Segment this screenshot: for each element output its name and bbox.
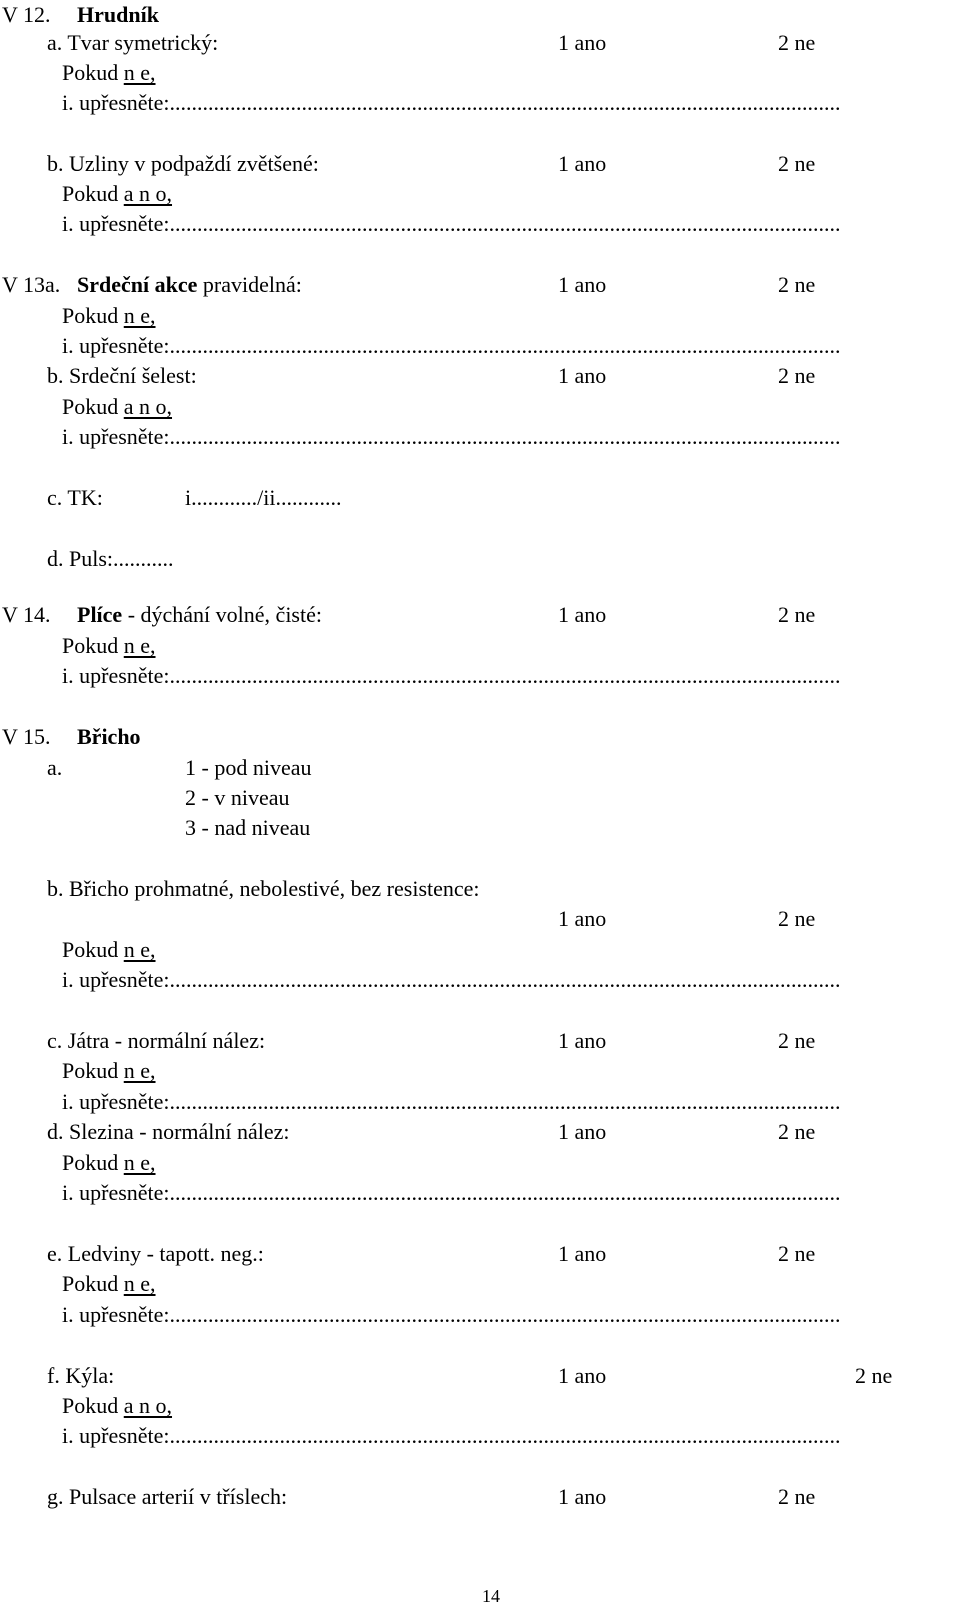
v15e-no-option[interactable]: 2 ne xyxy=(778,1241,816,1266)
pokud-label: Pokud xyxy=(62,303,119,328)
v15g-no-option[interactable]: 2 ne xyxy=(778,1484,816,1509)
v15b-specify xyxy=(0,965,960,995)
v15e-row xyxy=(0,1239,960,1269)
v15f-no-option[interactable]: 2 ne xyxy=(855,1363,893,1388)
v14-no-option[interactable]: 2 ne xyxy=(778,602,816,627)
v15e-label: e. Ledviny - tapott. neg.: xyxy=(47,1241,264,1266)
v15f-yes-option[interactable]: 1 ano xyxy=(558,1363,607,1388)
condition-word: n e, xyxy=(123,1271,156,1296)
v12a-yes-option[interactable]: 1 ano xyxy=(558,30,607,55)
v15b-yes-option[interactable]: 1 ano xyxy=(558,906,607,931)
v15d-specify-field[interactable]: i. upřesněte:.......................................................................................................................... xyxy=(62,1180,841,1205)
v15b-label: b. Břicho prohmatné, nebolestivé, bez resistence: xyxy=(47,876,480,901)
v15-heading xyxy=(0,722,960,752)
v15f-specify xyxy=(0,1421,960,1451)
v14-number: V 14. xyxy=(2,602,51,627)
v12b-condition xyxy=(0,179,960,209)
v15e-specify-field[interactable]: i. upřesněte:.......................................................................................................................... xyxy=(62,1302,841,1327)
pokud-label: Pokud xyxy=(62,633,119,658)
v12b-yes-option[interactable]: 1 ano xyxy=(558,151,607,176)
v13b-label: b. Srdeční šelest: xyxy=(47,363,197,388)
v15a-row-2 xyxy=(0,783,960,813)
v15f-specify-field[interactable]: i. upřesněte:.......................................................................................................................... xyxy=(62,1423,841,1448)
v15a-option-2[interactable]: 2 - v niveau xyxy=(185,785,290,810)
v13b-row xyxy=(0,361,960,391)
v15f-condition xyxy=(0,1391,960,1421)
blood-pressure-field[interactable]: i............/ii............ xyxy=(185,485,342,510)
v15g-label: g. Pulsace arterií v tříslech: xyxy=(47,1484,288,1509)
v15d-condition xyxy=(0,1148,960,1178)
v12-title: Hrudník xyxy=(77,2,159,27)
v13a-row xyxy=(0,270,960,300)
v13b-specify xyxy=(0,422,960,452)
v15d-yes-option[interactable]: 1 ano xyxy=(558,1119,607,1144)
pokud-label: Pokud xyxy=(62,1058,119,1083)
pokud-label: Pokud xyxy=(62,937,119,962)
v15d-row xyxy=(0,1117,960,1147)
v15d-no-option[interactable]: 2 ne xyxy=(778,1119,816,1144)
v12b-row xyxy=(0,149,960,179)
v13c-row xyxy=(0,483,960,513)
v15c-specify xyxy=(0,1087,960,1117)
v12b-specify xyxy=(0,209,960,239)
v15a-option-1[interactable]: 1 - pod niveau xyxy=(185,755,312,780)
v13b-yes-option[interactable]: 1 ano xyxy=(558,363,607,388)
v15c-yes-option[interactable]: 1 ano xyxy=(558,1028,607,1053)
v14-specify-field[interactable]: i. upřesněte:.......................................................................................................................... xyxy=(62,663,841,688)
v15a-option-3[interactable]: 3 - nad niveau xyxy=(185,815,311,840)
v13a-specify-field[interactable]: i. upřesněte:.......................................................................................................................... xyxy=(62,333,841,358)
v12a-label: a. Tvar symetrický: xyxy=(47,30,219,55)
condition-word: a n o, xyxy=(123,1393,173,1418)
v14-condition xyxy=(0,631,960,661)
v15c-specify-field[interactable]: i. upřesněte:.......................................................................................................................... xyxy=(62,1089,841,1114)
v13b-specify-field[interactable]: i. upřesněte:.......................................................................................................................... xyxy=(62,424,841,449)
v13c-label: TK: xyxy=(67,485,103,510)
pokud-label: Pokud xyxy=(62,1393,119,1418)
v15e-yes-option[interactable]: 1 ano xyxy=(558,1241,607,1266)
pokud-label: Pokud xyxy=(62,1150,119,1175)
pokud-label: Pokud xyxy=(62,1271,119,1296)
condition-word: n e, xyxy=(123,633,156,658)
v15c-no-option[interactable]: 2 ne xyxy=(778,1028,816,1053)
v15g-yes-option[interactable]: 1 ano xyxy=(558,1484,607,1509)
condition-word: a n o, xyxy=(123,394,173,419)
v14-yes-option[interactable]: 1 ano xyxy=(558,602,607,627)
v12a-condition xyxy=(0,58,960,88)
v12b-label: b. Uzliny v podpaždí zvětšené: xyxy=(47,151,319,176)
v12a-row xyxy=(0,28,960,58)
v14-title: Plíce xyxy=(77,602,123,627)
v13c-prefix: c. xyxy=(47,485,63,510)
condition-word: n e, xyxy=(123,937,156,962)
v12-heading xyxy=(0,0,960,30)
v15b-condition xyxy=(0,935,960,965)
v15f-label: f. Kýla: xyxy=(47,1363,115,1388)
pokud-label: Pokud xyxy=(62,181,119,206)
v15b-specify-field[interactable]: i. upřesněte:.......................................................................................................................... xyxy=(62,967,841,992)
v15a-label: a. xyxy=(47,755,63,780)
condition-word: n e, xyxy=(123,303,156,328)
v12a-specify-field[interactable]: i. upřesněte:.......................................................................................................................... xyxy=(62,90,841,115)
v15-number: V 15. xyxy=(2,724,51,749)
v13-title: Srdeční akce xyxy=(77,272,198,297)
pokud-label: Pokud xyxy=(62,394,119,419)
v13a-yes-option[interactable]: 1 ano xyxy=(558,272,607,297)
v14-row xyxy=(0,600,960,630)
v12a-no-option[interactable]: 2 ne xyxy=(778,30,816,55)
v15d-label: d. Slezina - normální nález: xyxy=(47,1119,290,1144)
condition-word: n e, xyxy=(123,60,156,85)
v14-specify xyxy=(0,661,960,691)
page-number: 14 xyxy=(482,1586,500,1606)
v15a-row-3 xyxy=(0,813,960,843)
v13a-no-option[interactable]: 2 ne xyxy=(778,272,816,297)
v15b-row xyxy=(0,874,960,904)
v13b-no-option[interactable]: 2 ne xyxy=(778,363,816,388)
v12b-no-option[interactable]: 2 ne xyxy=(778,151,816,176)
v12-number: V 12. xyxy=(2,2,51,27)
condition-word: n e, xyxy=(123,1058,156,1083)
v15b-no-option[interactable]: 2 ne xyxy=(778,906,816,931)
pulse-field[interactable]: d. Puls:........... xyxy=(47,546,174,571)
v13b-condition xyxy=(0,392,960,422)
v15c-condition xyxy=(0,1056,960,1086)
v15c-row xyxy=(0,1026,960,1056)
v13-title-rest: pravidelná: xyxy=(202,272,302,297)
v15e-specify xyxy=(0,1300,960,1330)
v13a-specify xyxy=(0,331,960,361)
v14-title-rest: - dýchání volné, čisté: xyxy=(127,602,322,627)
v15d-specify xyxy=(0,1178,960,1208)
v15b-options xyxy=(0,904,960,934)
v12b-specify-field[interactable]: i. upřesněte:.......................................................................................................................... xyxy=(62,211,841,236)
v13-number: V 13a. xyxy=(2,272,61,297)
pokud-label: Pokud xyxy=(62,60,119,85)
condition-word: n e, xyxy=(123,1150,156,1175)
v15a-row xyxy=(0,753,960,783)
v15f-row xyxy=(0,1361,960,1391)
v15g-row xyxy=(0,1482,960,1512)
v15-title: Břicho xyxy=(77,724,141,749)
v13d-row xyxy=(0,544,960,574)
condition-word: a n o, xyxy=(123,181,173,206)
v12a-specify xyxy=(0,88,960,118)
v13a-condition xyxy=(0,301,960,331)
v15c-label: c. Játra - normální nález: xyxy=(47,1028,266,1053)
v15e-condition xyxy=(0,1269,960,1299)
